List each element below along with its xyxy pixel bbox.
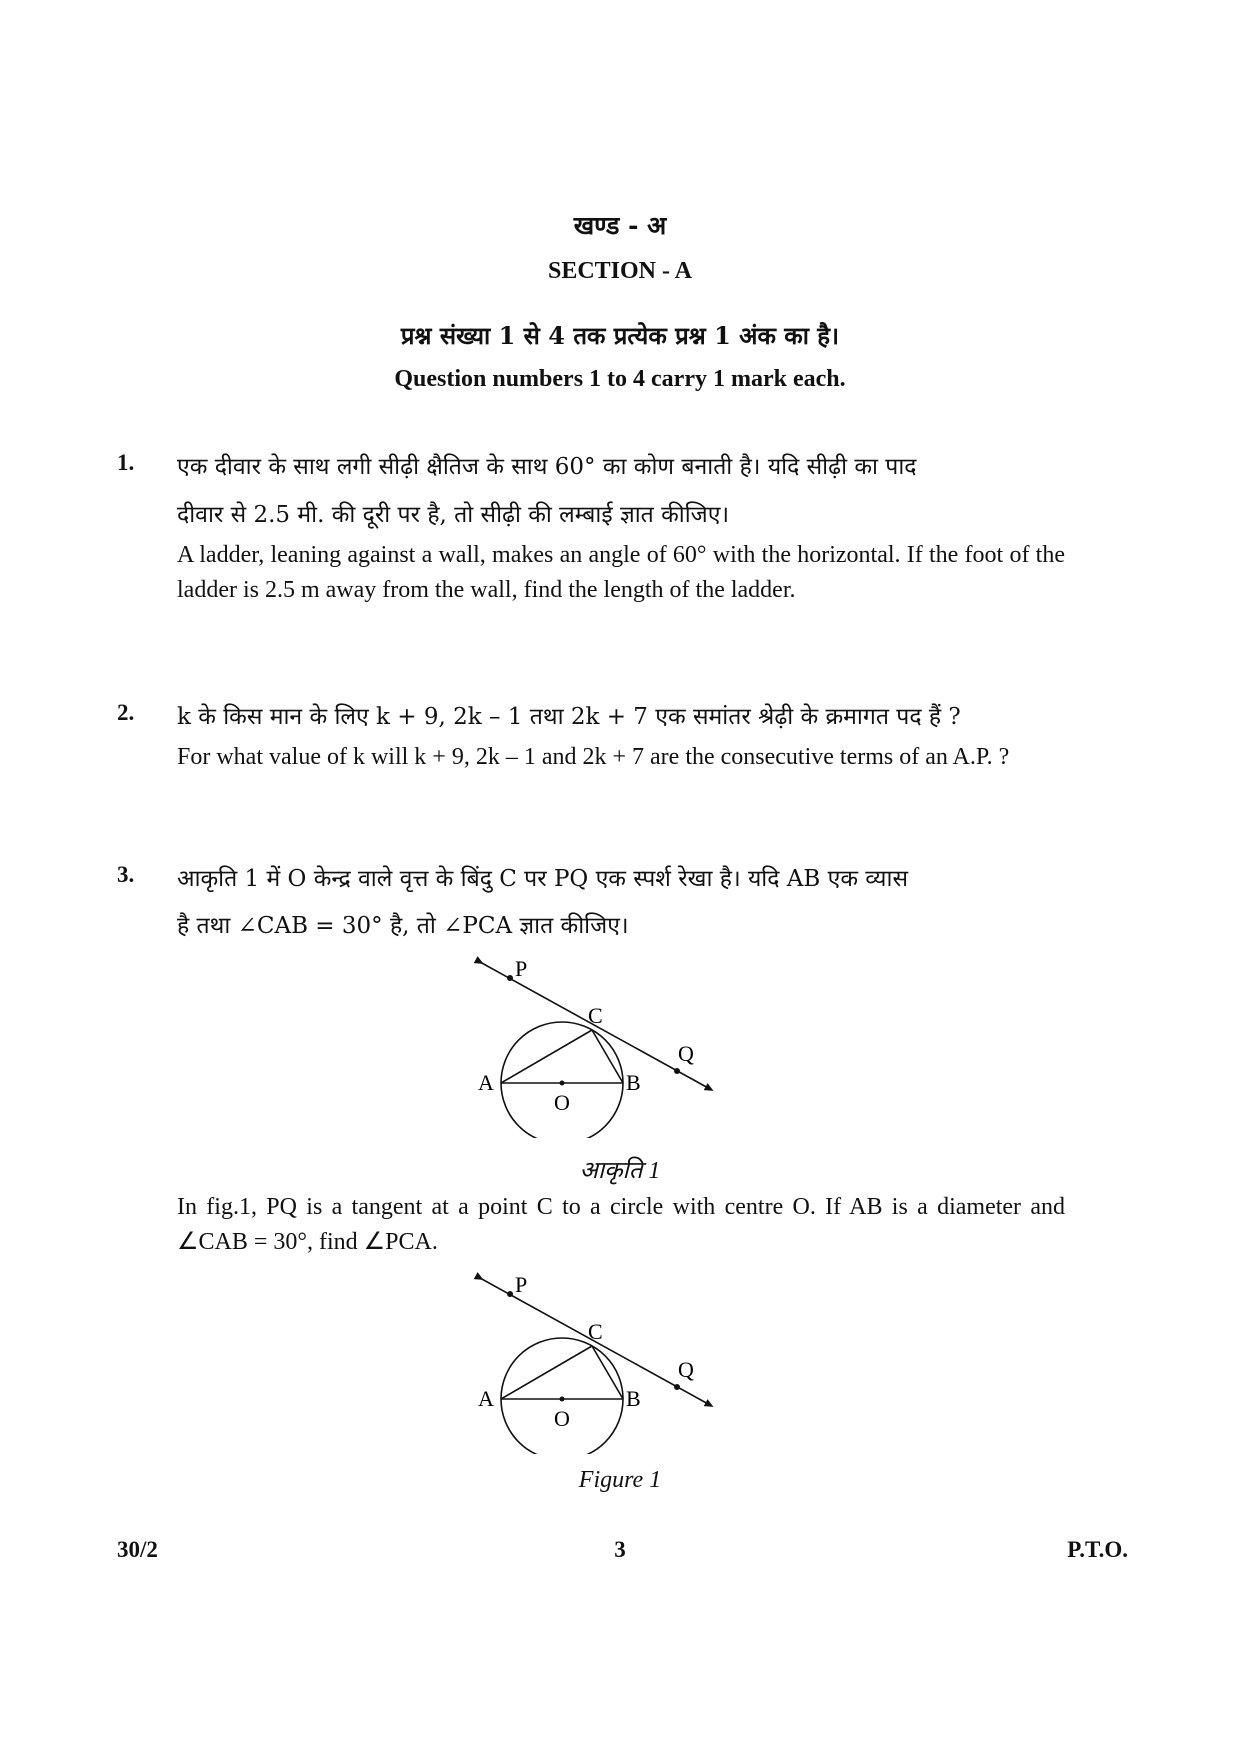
label-c: C — [588, 1319, 603, 1344]
question-1-hindi-line-2: दीवार से 2.5 मी. की दूरी पर है, तो सीढ़ी की लम्बाई ज्ञात कीजिए। — [177, 502, 730, 528]
label-c: C — [588, 1003, 603, 1028]
paper-code: 30/2 — [117, 1537, 158, 1562]
section-title-hindi: खण्ड - अ — [573, 211, 667, 240]
label-p: P — [515, 956, 528, 981]
question-1-hindi-line-1: एक दीवार के साथ लगी सीढ़ी क्षैतिज के साथ 60° का कोण बनाती है। यदि सीढ़ी का पाद — [177, 454, 917, 480]
question-number: 2. — [117, 700, 135, 725]
page-number: 3 — [614, 1537, 626, 1562]
figure-caption-hindi: आकृति 1 — [579, 1158, 661, 1184]
figure-caption-english: Figure 1 — [578, 1467, 662, 1493]
label-p: P — [515, 1272, 528, 1297]
label-b: B — [626, 1070, 641, 1095]
label-o: O — [554, 1090, 570, 1115]
label-b: B — [626, 1386, 641, 1411]
circle-tangent-figure — [460, 1264, 730, 1454]
pto-label: P.T.O. — [1067, 1537, 1128, 1562]
instruction-hindi: प्रश्न संख्या 1 से 4 तक प्रत्येक प्रश्न 1 अंक का है। — [400, 321, 840, 350]
label-a: A — [478, 1070, 494, 1095]
label-o: O — [554, 1406, 570, 1431]
question-2-hindi: k के किस मान के लिए k + 9, 2k – 1 तथा 2k + 7 एक समांतर श्रेढ़ी के क्रमागत पद हैं ? — [177, 704, 961, 730]
label-a: A — [478, 1386, 494, 1411]
question-3-hindi-line-2: है तथा ∠CAB = 30° है, तो ∠PCA ज्ञात कीजिए। — [177, 913, 629, 939]
question-1-english: A ladder, leaning against a wall, makes an angle of 60° with the horizontal. If the foot of the ladder is 2.5 m away from the wall, find the length of the ladder. — [177, 542, 1065, 603]
label-q: Q — [678, 1357, 694, 1382]
question-2-english: For what value of k will k + 9, 2k – 1 and 2k + 7 are the consecutive terms of an A.P. ? — [177, 744, 1010, 770]
question-number: 1. — [117, 450, 135, 475]
question-3-english: In fig.1, PQ is a tangent at a point C to a circle with centre O. If AB is a diameter and ∠CAB = 30°, find ∠PCA. — [177, 1194, 1065, 1255]
instruction-english: Question numbers 1 to 4 carry 1 mark each. — [394, 366, 846, 392]
label-q: Q — [678, 1041, 694, 1066]
question-3-hindi-line-1: आकृति 1 में O केन्द्र वाले वृत्त के बिंदु C पर PQ एक स्पर्श रेखा है। यदि AB एक व्यास — [177, 866, 909, 892]
circle-tangent-figure — [460, 948, 730, 1138]
question-number: 3. — [117, 862, 135, 887]
section-title: SECTION - A — [547, 258, 693, 284]
